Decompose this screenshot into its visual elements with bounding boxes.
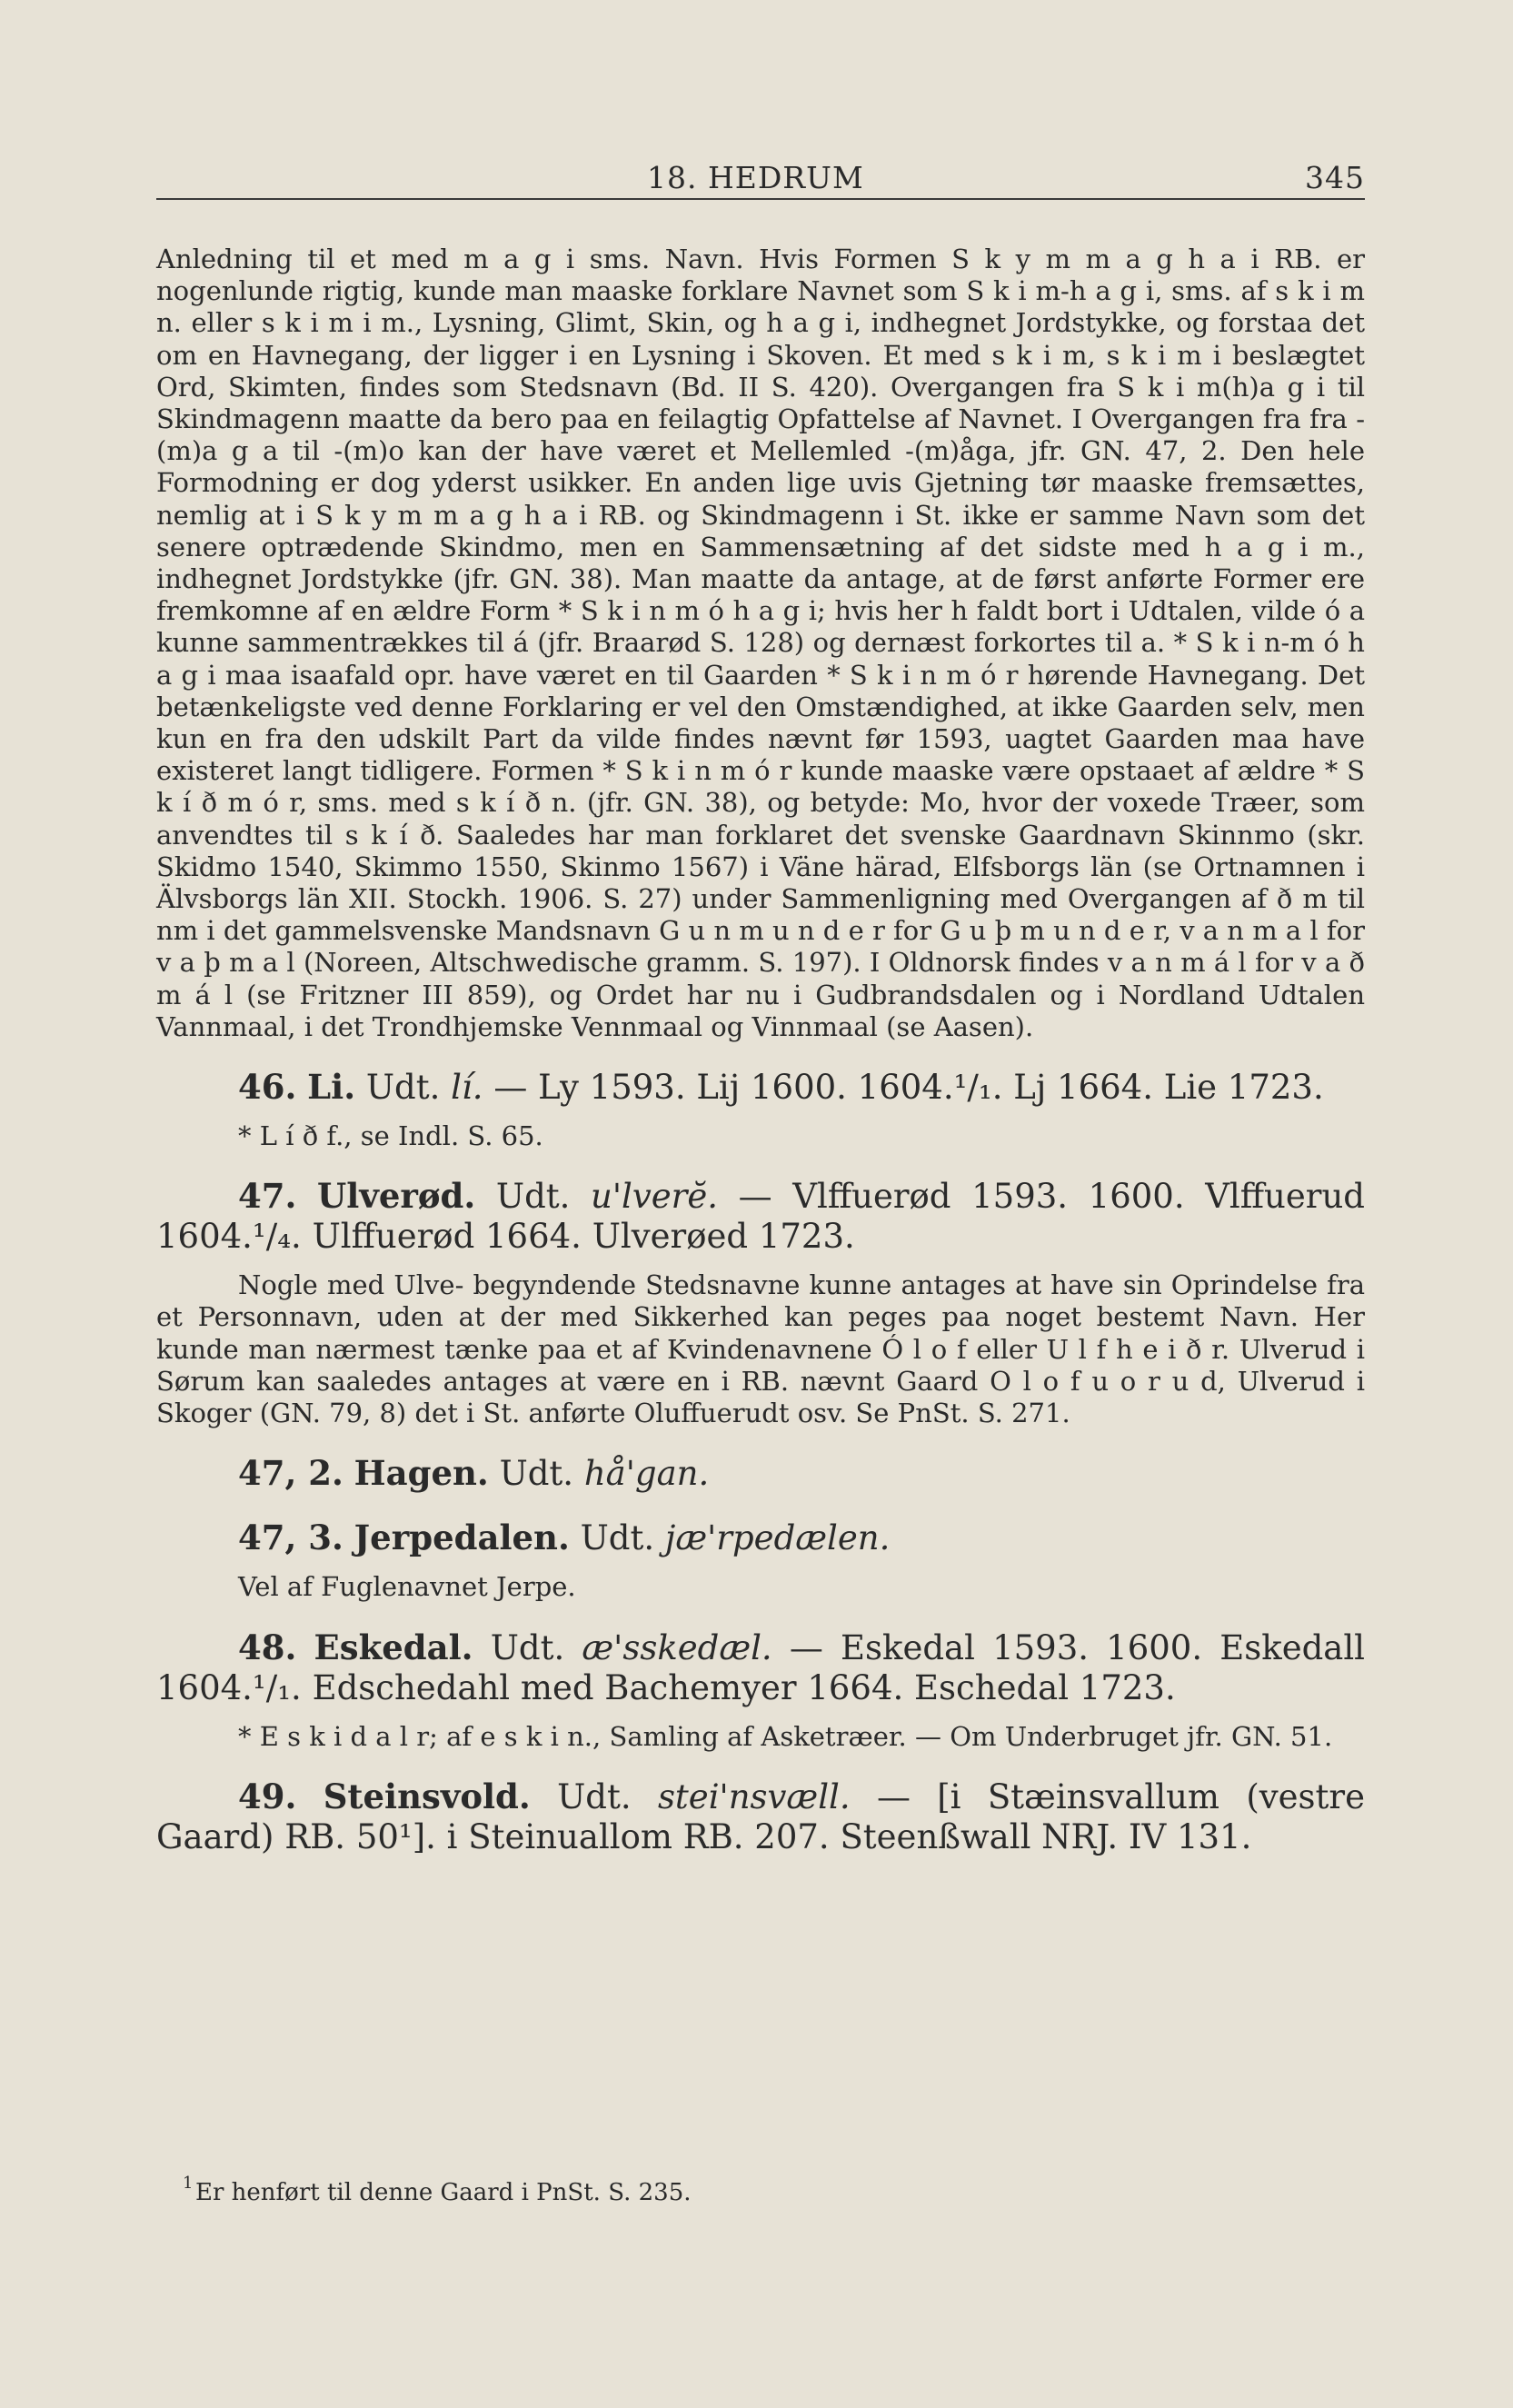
entry-number: 46. — [238, 1067, 297, 1108]
running-header — [156, 156, 1365, 200]
entry-48 — [156, 1627, 1365, 1708]
entry-name: Ulverød. — [317, 1176, 476, 1217]
entry-name: Li. — [307, 1067, 356, 1108]
entry-46 — [156, 1067, 1365, 1108]
udt-label: Udt. — [580, 1518, 655, 1558]
udt-label: Udt. — [495, 1177, 571, 1217]
pronunciation: lí. — [451, 1068, 483, 1108]
paragraph-li: * L í ð f., se Indl. S. 65. — [238, 1120, 543, 1152]
entry-47-3 — [156, 1517, 1365, 1558]
chapter-title: 18. HEDRUM — [647, 160, 864, 195]
entry-forms: — Ly 1593. Lij 1600. 1604.¹/₁. Lj 1664. Lie 1723. — [493, 1068, 1324, 1108]
udt-label: Udt. — [490, 1627, 565, 1667]
pronunciation: jæ'rpedælen. — [664, 1518, 891, 1558]
paragraph-jerpedalen: Vel af Fuglenavnet Jerpe. — [238, 1571, 576, 1603]
entry-forms: — Eskedal 1593. 1600. Eskedall 1604.¹/₁. Edschedahl med Bachemyer 1664. Eschedal 1723. — [156, 1627, 1366, 1707]
entry-name: Hagen. — [353, 1453, 489, 1494]
udt-label: Udt. — [499, 1454, 574, 1494]
paragraph-ulverod: Nogle med Ulve- begyndende Stedsnavne kunne antages at have sin Oprindelse fra et Personnavn, uden at der med Sikkerhed kan peges paa noget bestemt Navn. Her kunde man nærmest tænke paa et af Kvindenavnene Ó l o f eller U l f h e i ð r. Ulverud i Sørum kan saaledes antages at være en i RB. nævnt Gaard O l o f u o r u d, Ulverud i Skoger (GN. 79, 8) det i St. anførte Oluffuerudt osv. Se PnSt. S. 271. — [156, 1269, 1365, 1429]
page-body — [156, 244, 1365, 1857]
pronunciation: hå'gan. — [583, 1454, 710, 1494]
pronunciation: æ'sskedæl. — [582, 1627, 772, 1667]
entry-name: Eskedal. — [314, 1627, 473, 1667]
pronunciation: u'lverĕ. — [591, 1177, 719, 1217]
entry-forms: — Vlffuerød 1593. 1600. Vlffuerud 1604.¹/₄. Ulffuerød 1664. Ulverøed 1723. — [156, 1177, 1365, 1257]
footnote-text: Er henført til denne Gaard i PnSt. S. 235. — [195, 2179, 692, 2206]
entry-number: 47, 2. — [238, 1453, 343, 1494]
entry-number: 47, 3. — [238, 1517, 343, 1558]
entry-forms: — [i Stæinsvallum (vestre Gaard) RB. 50¹]. i Steinuallom RB. 207. Steenßwall NRJ. IV 131. — [156, 1776, 1365, 1856]
entry-47-2 — [156, 1453, 1365, 1494]
entry-47 — [156, 1176, 1365, 1257]
entry-number: 47. — [238, 1176, 297, 1217]
entry-number: 48. — [238, 1627, 297, 1667]
paragraph-eskedal: * E s k i d a l r; af e s k i n., Samling af Asketræer. — Om Underbruget jfr. GN. 51. — [238, 1720, 1333, 1752]
entry-name: Steinsvold. — [323, 1776, 531, 1816]
udt-label: Udt. — [365, 1068, 441, 1108]
footnote — [183, 2174, 692, 2206]
footnote-mark: 1 — [183, 2174, 194, 2193]
udt-label: Udt. — [557, 1776, 632, 1816]
entry-49 — [156, 1776, 1365, 1857]
paragraph-skinmo: Anledning til et med m a g i sms. Navn. Hvis Formen S k y m m a g h a i RB. er nogenlunde rigtig, kunde man maaske forklare Navnet som S k i m-h a g i, sms. af s k i m n. eller s k i m i m., Lysning, Glimt, Skin, og h a g i, indhegnet Jordstykke, og forstaa det om en Havnegang, der ligger i en Lysning i Skoven. Et med s k i m, s k i m i beslægtet Ord, Skimten, findes som Stedsnavn (Bd. II S. 420). Overgangen fra S k i m(h)a g i til Skindmagenn maatte da bero paa en feilagtig Opfattelse af Navnet. I Overgangen fra fra -(m)a g a til -(m)o kan der have været et Mellemled -(m)åga, jfr. GN. 47, 2. Den hele Formodning er dog yderst usikker. En anden lige uvis Gjetning tør maaske fremsættes, nemlig at i S k y m m a g h a i RB. og Skindmagenn i St. ikke er samme Navn som det senere optrædende Skindmo, men en Sammensætning af det sidste med h a g i m., indhegnet Jordstykke (jfr. GN. 38). Man maatte da antage, at de først anførte Former ere fremkomne af en ældre Form * S k i n m ó h a g i; hvis her h faldt bort i Udtalen, vilde ó a kunne sammentrækkes til á (jfr. Braarød S. 128) og dernæst forkortes til a. * S k i n-m ó h a g i maa isaafald opr. have været en til Gaarden * S k i n m ó r hørende Havnegang. Det betænkeligste ved denne Forklaring er vel den Omstændighed, at ikke Gaarden selv, men kun en fra den udskilt Part da vilde findes nævnt før 1593, uagtet Gaarden maa have existeret langt tidligere. Formen * S k i n m ó r kunde maaske være opstaaet af ældre * S k í ð m ó r, sms. med s k í ð n. (jfr. GN. 38), og betyde: Mo, hvor der voxede Træer, som anvendtes til s k í ð. Saaledes har man forklaret det svenske Gaardnavn Skinnmo (skr. Skidmo 1540, Skimmo 1550, Skinmo 1567) i Väne härad, Elfsborgs län (se Ortnamnen i Älvsborgs län XII. Stockh. 1906. S. 27) under Sammenligning med Overgangen af ð m til nm i det gammelsvenske Mandsnavn G u n m u n d e r for G u þ m u n d e r, v a n m a l for v a þ m a l (Noreen, Altschwedische gramm. S. 197). I Oldnorsk findes v a n m á l for v a ð m á l (se Fritzner III 859), og Ordet har nu i Gudbrandsdalen og i Nordland Udtalen Vannmaal, i det Trondhjemske Vennmaal og Vinnmaal (se Aasen). — [156, 244, 1365, 1042]
entry-name: Jerpedalen. — [353, 1517, 570, 1558]
page-number: 345 — [1305, 160, 1365, 195]
pronunciation: stei'nsvæll. — [657, 1776, 851, 1816]
entry-number: 49. — [238, 1776, 297, 1816]
